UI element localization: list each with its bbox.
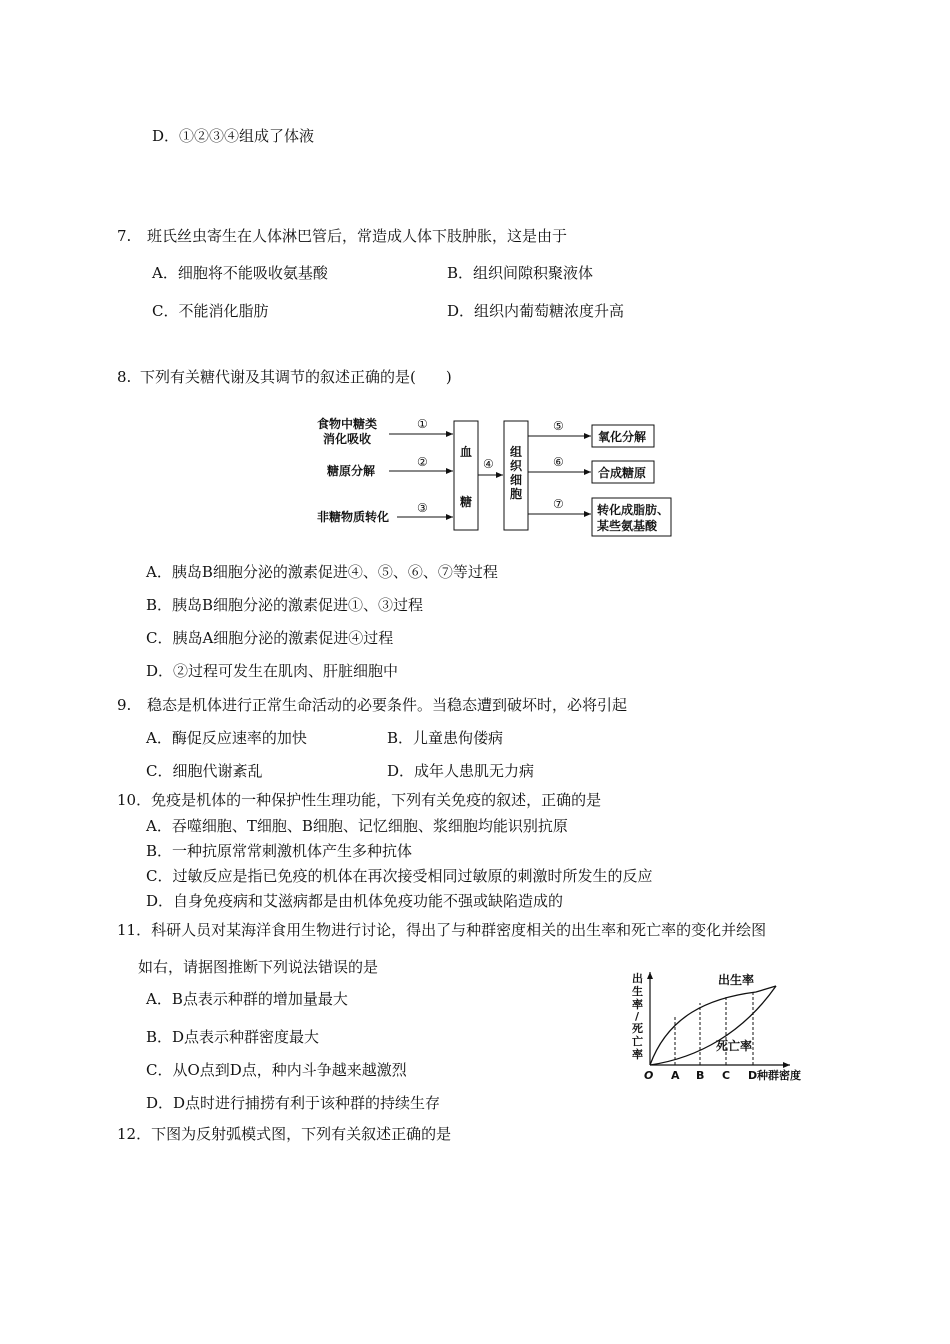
output-oxidation: 氧化分解: [598, 430, 647, 444]
q6-option-d: D．①②③④组成了体液: [152, 127, 315, 145]
label-1: ①: [417, 417, 428, 431]
q8-stem: 下列有关糖代谢及其调节的叙述正确的是( ): [140, 368, 452, 386]
q11-option-a: A．B点表示种群的增加量最大: [146, 990, 348, 1008]
y-label-6: 亡: [632, 1035, 643, 1048]
death-rate-curve: [650, 986, 776, 1065]
birth-rate-curve: [650, 986, 776, 1065]
q11-option-d: D．D点时进行捕捞有利于该种群的持续生存: [146, 1094, 441, 1112]
tick-a: A: [671, 1069, 680, 1082]
tissue-cell-char-1: 组: [510, 445, 523, 459]
tissue-cell-char-4: 胞: [510, 487, 523, 501]
y-label-3: 率: [632, 998, 643, 1011]
q8-number: 8.: [117, 368, 132, 386]
origin-label: O: [644, 1069, 654, 1082]
tissue-cell-char-2: 织: [510, 459, 523, 473]
q10-option-c: C．过敏反应是指已免疫的机体在再次接受相同过敏原的刺激时所发生的反应: [146, 867, 653, 885]
q12-stem: 12．下图为反射弧模式图，下列有关叙述正确的是: [117, 1125, 452, 1143]
q11-stem-line2: 如右，请据图推断下列说法错误的是: [138, 958, 379, 976]
blood-sugar-char-2: 糖: [460, 495, 473, 509]
q9-option-d: D．成年人患肌无力病: [387, 762, 535, 780]
label-5: ⑤: [553, 419, 564, 433]
q9-option-b: B．儿童患佝偻病: [387, 729, 504, 747]
label-6: ⑥: [553, 455, 564, 469]
source-food-carbs: 食物中糖类: [317, 417, 378, 431]
y-label-1: 出: [632, 972, 643, 985]
q11-stem-line1: 11．科研人员对某海洋食用生物进行讨论，得出了与种群密度相关的出生率和死亡率的变化并绘图: [117, 921, 767, 939]
q7-option-d: D．组织内葡萄糖浓度升高: [447, 302, 625, 320]
q7-option-c: C．不能消化脂肪: [152, 302, 269, 320]
q11-option-b: B．D点表示种群密度最大: [146, 1028, 320, 1046]
birth-death-rate-graph: [628, 968, 818, 1088]
x-axis-label: 种群密度: [757, 1069, 801, 1082]
tick-c: C: [722, 1069, 731, 1082]
tick-d: D: [748, 1069, 758, 1082]
label-2: ②: [417, 455, 428, 469]
tick-b: B: [696, 1069, 705, 1082]
q7-stem: 班氏丝虫寄生在人体淋巴管后，常造成人体下肢肿胀，这是由于: [147, 227, 568, 245]
q10-stem: 10．免疫是机体的一种保护性生理功能，下列有关免疫的叙述，正确的是: [117, 791, 602, 809]
q9-number: 9.: [117, 696, 132, 714]
q8-option-d: D．②过程可发生在肌肉、肝脏细胞中: [146, 662, 399, 680]
y-label-2: 生: [632, 985, 643, 998]
q9-option-c: C．细胞代谢紊乱: [146, 762, 263, 780]
blood-sugar-char-1: 血: [460, 445, 473, 459]
q9-option-a: A．酶促反应速率的加快: [146, 729, 307, 747]
source-glycogenolysis: 糖原分解: [327, 464, 376, 478]
q10-option-b: B．一种抗原常常刺激机体产生多种抗体: [146, 842, 413, 860]
glucose-metabolism-diagram: [315, 408, 675, 544]
q10-option-d: D．自身免疫病和艾滋病都是由机体免疫功能不强或缺陷造成的: [146, 892, 564, 910]
q7-option-b: B．组织间隙积聚液体: [447, 264, 594, 282]
q8-option-c: C．胰岛A细胞分泌的激素促进④过程: [146, 629, 394, 647]
tissue-cell-char-3: 细: [510, 473, 523, 487]
blood-sugar-box: [454, 421, 478, 530]
q8-option-b: B．胰岛B细胞分泌的激素促进①、③过程: [146, 596, 424, 614]
label-7: ⑦: [553, 497, 564, 511]
label-4: ④: [483, 457, 494, 471]
q11-option-c: C．从O点到D点，种内斗争越来越激烈: [146, 1061, 407, 1079]
output-conversion-2: 某些氨基酸: [597, 519, 658, 533]
y-label-7: 率: [632, 1048, 643, 1061]
q9-stem: 稳态是机体进行正常生命活动的必要条件。当稳态遭到破坏时，必将引起: [147, 696, 628, 714]
q7-number: 7.: [117, 227, 132, 245]
y-label-4: /: [635, 1010, 640, 1023]
y-label-5: 死: [632, 1022, 643, 1035]
death-rate-label: 死亡率: [716, 1039, 753, 1053]
source-digestion: 消化吸收: [323, 432, 372, 446]
q10-option-a: A．吞噬细胞、T细胞、B细胞、记忆细胞、浆细胞均能识别抗原: [146, 817, 568, 835]
source-non-sugar-conversion: 非糖物质转化: [317, 510, 390, 524]
birth-rate-label: 出生率: [718, 973, 755, 987]
q7-option-a: A．细胞将不能吸收氨基酸: [152, 264, 328, 282]
output-conversion-1: 转化成脂肪、: [597, 503, 670, 517]
q8-option-a: A．胰岛B细胞分泌的激素促进④、⑤、⑥、⑦等过程: [146, 563, 498, 581]
output-glycogen: 合成糖原: [598, 466, 647, 480]
label-3: ③: [417, 501, 428, 515]
